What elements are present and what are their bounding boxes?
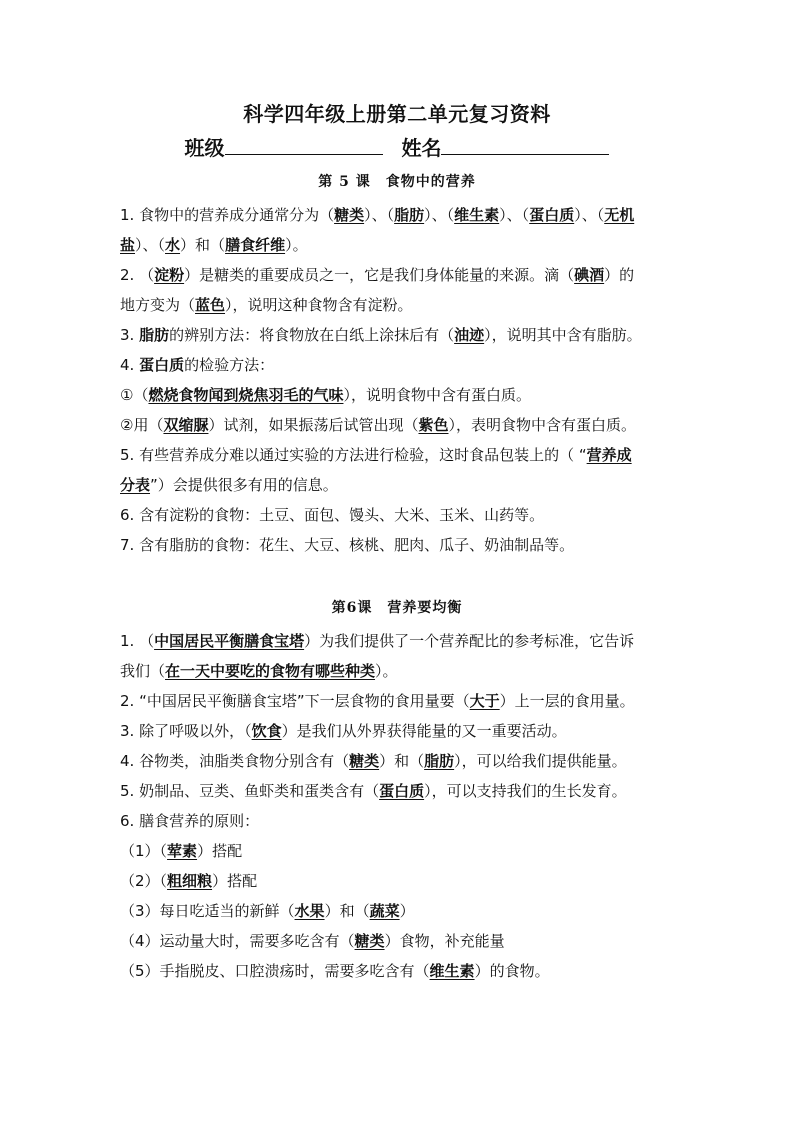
text-line: [120, 200, 680, 230]
body-text: 1. 食物中的营养成分通常分为（: [120, 206, 335, 224]
section-heading-lesson-6: 第6课 营养要均衡: [331, 600, 463, 616]
answer-text: 紫色: [418, 416, 449, 434]
body-text: （2）（: [120, 872, 168, 890]
body-text: ），说明这种食物含有淀粉。: [225, 296, 413, 314]
body-text: ）、（: [364, 206, 395, 224]
text-line: [120, 656, 680, 686]
text-line: [120, 806, 680, 836]
body-text: ）的: [604, 266, 635, 284]
text-line: [120, 470, 680, 500]
body-text: ）: [399, 902, 415, 920]
answer-text: 水果: [294, 902, 325, 920]
answer-text: 维生素: [429, 962, 475, 980]
body-text: 4.: [120, 356, 140, 374]
body-text: ）、（: [499, 206, 530, 224]
body-text: ②用（: [120, 416, 164, 434]
text-line: [120, 626, 680, 656]
answer-text: 淀粉: [154, 266, 185, 284]
answer-text: 维生素: [454, 206, 500, 224]
answer-text: 脂肪: [424, 752, 455, 770]
body-text: ）试剂，如果振荡后试管出现（: [208, 416, 419, 434]
body-text: 2. “中国居民平衡膳食宝塔”下一层食物的食用量要（: [120, 692, 470, 710]
body-text: 3. 除了呼吸以外，（: [120, 722, 252, 740]
body-text: （1）（: [120, 842, 168, 860]
body-text: ）上一层的食用量。: [499, 692, 635, 710]
body-text: ），说明食物中含有蛋白质。: [343, 386, 531, 404]
body-text: 地方变为（: [120, 296, 196, 314]
body-text: ）和（: [324, 902, 370, 920]
answer-text: 油迹: [454, 326, 485, 344]
class-label: 班级: [184, 136, 225, 160]
answer-text: 荤素: [167, 842, 198, 860]
answer-text: 蛋白质: [379, 782, 425, 800]
body-text: ①（: [120, 386, 149, 404]
body-text: ），可以支持我们的生长发育。: [424, 782, 627, 800]
answer-text: 碘酒: [574, 266, 605, 284]
text-line: [120, 260, 680, 290]
body-text: （4）运动量大时，需要多吃含有（: [120, 932, 355, 950]
body-text: ）。: [375, 662, 398, 680]
answer-text: 燃烧食物闻到烧焦羽毛的气味: [148, 386, 344, 404]
body-text: 5. 奶制品、豆类、鱼虾类和蛋类含有（: [120, 782, 380, 800]
text-line: [120, 926, 680, 956]
text-line: [120, 776, 680, 806]
body-text: ）和（: [379, 752, 425, 770]
body-text: ）是我们从外界获得能量的又一重要活动。: [281, 722, 567, 740]
text-line: [120, 956, 680, 986]
text-line: [120, 380, 680, 410]
text-line: [120, 410, 680, 440]
text-line: [120, 866, 680, 896]
body-text: 1. （: [120, 632, 155, 650]
text-line: [120, 230, 680, 260]
lesson-5-content: [120, 200, 680, 560]
student-info-row: [0, 132, 794, 161]
body-text: ），说明其中含有脂肪。: [484, 326, 642, 344]
answer-text: 盐: [120, 236, 136, 254]
body-text: ）为我们提供了一个营养配比的参考标准，它告诉: [304, 632, 635, 650]
body-text: 的检验方法：: [184, 356, 275, 374]
body-text: ），表明食物中含有蛋白质。: [448, 416, 637, 434]
answer-text: 糖类: [354, 932, 385, 950]
body-text: 的辨别方法：将食物放在白纸上涂抹后有（: [169, 326, 455, 344]
body-text: ）是糖类的重要成员之一，它是我们身体能量的来源。滴（: [184, 266, 575, 284]
answer-text: 粗细粮: [167, 872, 213, 890]
body-text: ）、（: [574, 206, 605, 224]
body-text: （5）手指脱皮、口腔溃疡时，需要多吃含有（: [120, 962, 430, 980]
answer-text: 在一天中要吃的食物有哪些种类: [165, 662, 376, 680]
answer-text: 蓝色: [195, 296, 226, 314]
text-line: [120, 686, 680, 716]
keyword-text: 蛋白质: [139, 356, 185, 374]
answer-text: 大于: [469, 692, 500, 710]
body-text: 6. 膳食营养的原则：: [120, 812, 260, 830]
answer-text: 无机: [604, 206, 635, 224]
answer-text: 蔬菜: [369, 902, 400, 920]
name-blank[interactable]: [441, 136, 609, 155]
body-text: ）、（: [424, 206, 455, 224]
text-line: [120, 530, 680, 560]
body-text: （3）每日吃适当的新鲜（: [120, 902, 295, 920]
answer-text: 双缩脲: [163, 416, 209, 434]
answer-text: 脂肪: [394, 206, 425, 224]
text-line: [120, 500, 680, 530]
body-text: 我们（: [120, 662, 166, 680]
body-text: ）搭配: [212, 872, 258, 890]
answer-text: 膳食纤维: [225, 236, 286, 254]
document-title: 科学四年级上册第二单元复习资料: [243, 102, 551, 126]
body-text: 6. 含有淀粉的食物：土豆、面包、馒头、大米、玉米、山药等。: [120, 506, 545, 524]
body-text: 5. 有些营养成分难以通过实验的方法进行检验，这时食品包装上的（ “: [120, 446, 587, 464]
body-text: ）和（: [180, 236, 226, 254]
answer-text: 饮食: [251, 722, 282, 740]
answer-text: 分表: [120, 476, 151, 494]
text-line: [120, 746, 680, 776]
body-text: ）、（: [135, 236, 166, 254]
body-text: ），可以给我们提供能量。: [454, 752, 627, 770]
text-line: [120, 836, 680, 866]
body-text: 3.: [120, 326, 140, 344]
body-text: ”）会提供很多有用的信息。: [150, 476, 338, 494]
answer-text: 水: [165, 236, 181, 254]
section-heading-lesson-5: 第 5 课 食物中的营养: [318, 174, 476, 190]
name-label: 姓名: [401, 136, 442, 160]
lesson-6-content: [120, 626, 680, 986]
text-line: [120, 350, 680, 380]
body-text: 7. 含有脂肪的食物：花生、大豆、核桃、肥肉、瓜子、奶油制品等。: [120, 536, 575, 554]
text-line: [120, 896, 680, 926]
text-line: [120, 290, 680, 320]
answer-text: 中国居民平衡膳食宝塔: [154, 632, 305, 650]
answer-text: 营养成: [586, 446, 632, 464]
answer-text: 糖类: [334, 206, 365, 224]
text-line: [120, 716, 680, 746]
answer-text: 蛋白质: [529, 206, 575, 224]
body-text: 2. （: [120, 266, 155, 284]
body-text: ）。: [285, 236, 308, 254]
text-line: [120, 320, 680, 350]
class-blank[interactable]: [225, 136, 383, 155]
text-line: [120, 440, 680, 470]
answer-text: 糖类: [349, 752, 380, 770]
keyword-text: 脂肪: [139, 326, 170, 344]
body-text: ）的食物。: [474, 962, 550, 980]
body-text: ）食物，补充能量: [384, 932, 505, 950]
body-text: 4. 谷物类，油脂类食物分别含有（: [120, 752, 350, 770]
body-text: ）搭配: [197, 842, 243, 860]
